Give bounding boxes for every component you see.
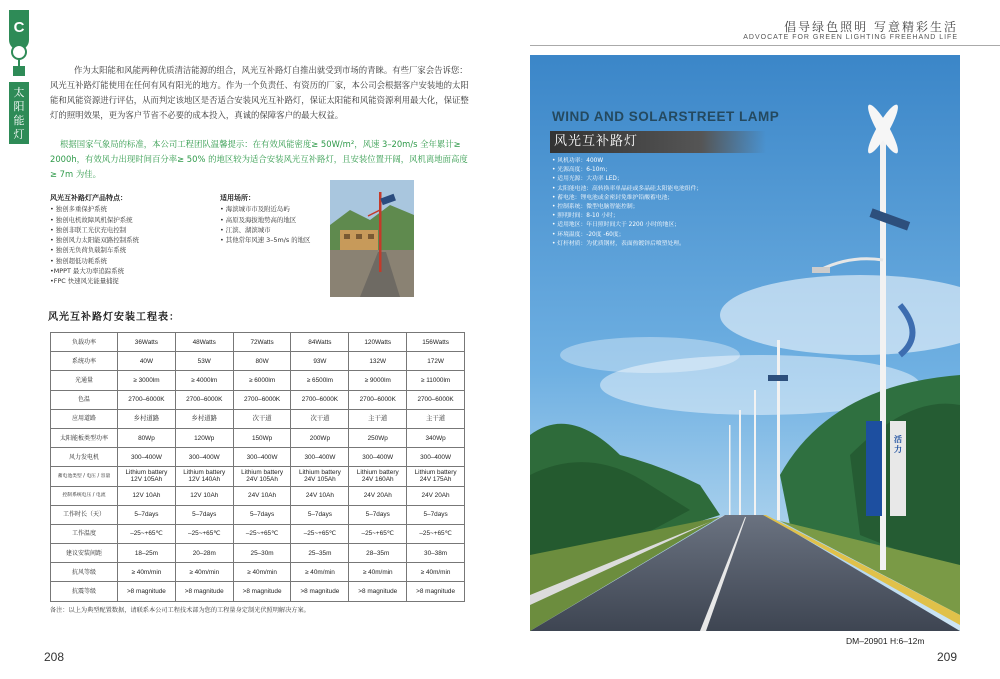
hero-spec-item: • 照明时间：8-10 小时；	[552, 212, 772, 221]
hero-spec-item: • 太阳能电池：高转换率单晶硅或多晶硅太阳能电池组件；	[552, 185, 772, 194]
table-cell: >8 magnitude	[349, 582, 407, 601]
header-slogan-en: ADVOCATE FOR GREEN LIGHTING FREEHAND LIFE	[743, 34, 958, 41]
table-row	[51, 544, 465, 563]
sites-title: 适用场所：	[220, 194, 255, 202]
table-cell: >8 magnitude	[175, 582, 233, 601]
row-label: 光通量	[51, 371, 118, 390]
table-cell: 48Watts	[175, 333, 233, 352]
row-label: 控制系统电压 / 电流	[51, 486, 118, 505]
table-cell: Lithium battery 24V 160Ah	[349, 467, 407, 486]
intro-paragraph: 作为太阳能和风能两种优质清洁能源的组合，风光互补路灯自推出就受到市场的青睐。有些厂家会告诉您：风光互补路灯能使用在任何有风有阳光的地方。作为一个负责任、有资历的厂家，本公司会根据客户安装地的太阳能和风能资源进行评估，从而判定该地区是否适合安装风光互补路灯，保证太阳能和风能资源利用最大化，保证整灯的照明效果，更为客户节省不必要的成本投入，真诚的保障客户的最大权益。	[50, 65, 469, 120]
table-row	[51, 563, 465, 582]
row-label: 系统功率	[51, 352, 118, 371]
table-cell: ≥ 40m/min	[118, 563, 176, 582]
table-cell: 主干道	[349, 409, 407, 428]
table-cell: 40W	[118, 352, 176, 371]
page-number-left: 208	[44, 650, 65, 664]
table-cell: ≥ 4000lm	[175, 371, 233, 390]
hero-spec-item: • 蓄电池：锂电池或金密封免维护铅酸蓄电池；	[552, 194, 772, 203]
table-cell: 84Watts	[291, 333, 349, 352]
table-cell: 次干道	[233, 409, 291, 428]
table-cell: 53W	[175, 352, 233, 371]
table-row	[51, 409, 465, 428]
table-cell: 2700–6000K	[175, 390, 233, 409]
hero-spec-item: • 灯杆材质：为优质钢材，表面热镀锌后喷塑处理。	[552, 240, 772, 249]
table-cell: 28–35m	[349, 544, 407, 563]
table-cell: –25~+65℃	[349, 524, 407, 543]
table-cell: 30–38m	[407, 544, 465, 563]
table-cell: Lithium battery 12V 140Ah	[175, 467, 233, 486]
table-row	[51, 448, 465, 467]
table-cell: 36Watts	[118, 333, 176, 352]
features-list	[50, 193, 210, 287]
table-cell: –25~+65℃	[175, 524, 233, 543]
table-cell: 25–35m	[291, 544, 349, 563]
table-row	[51, 467, 465, 486]
table-cell: ≥ 6500lm	[291, 371, 349, 390]
table-cell: 乡村道路	[175, 409, 233, 428]
feature-item: • 独创多重保护系统	[50, 205, 107, 214]
table-cell: –25~+65℃	[407, 524, 465, 543]
table-cell: –25~+65℃	[233, 524, 291, 543]
table-cell: >8 magnitude	[291, 582, 349, 601]
installation-photo	[330, 180, 414, 297]
table-row	[51, 524, 465, 543]
table-cell: 2700–6000K	[349, 390, 407, 409]
table-cell: ≥ 3000lm	[118, 371, 176, 390]
section-vertical-label: 太阳能灯	[9, 82, 29, 144]
table-row	[51, 505, 465, 524]
table-cell: Lithium battery 12V 105Ah	[118, 467, 176, 486]
features-title: 风光互补路灯产品特点：	[50, 194, 127, 202]
table-cell: 24V 20Ah	[407, 486, 465, 505]
table-cell: >8 magnitude	[407, 582, 465, 601]
table-cell: 20–28m	[175, 544, 233, 563]
row-label: 抗震等级	[51, 582, 118, 601]
table-cell: 300–400W	[118, 448, 176, 467]
row-label: 风力发电机	[51, 448, 118, 467]
table-cell: 主干道	[407, 409, 465, 428]
table-cell: 132W	[349, 352, 407, 371]
table-title: 风光互补路灯安装工程表：	[48, 312, 180, 323]
feature-item: •MPPT 最大功率追踪系统	[50, 267, 125, 276]
row-label: 工作温度	[51, 524, 118, 543]
row-label: 建议安装间距	[51, 544, 118, 563]
table-cell: 24V 20Ah	[349, 486, 407, 505]
table-cell: 12V 10Ah	[175, 486, 233, 505]
table-cell: 250Wp	[349, 428, 407, 447]
table-cell: 2700–6000K	[407, 390, 465, 409]
table-cell: ≥ 11000lm	[407, 371, 465, 390]
row-label: 应用道路	[51, 409, 118, 428]
hero-spec-item: • 适用地区：年日照时间大于 2200 小时的地区；	[552, 221, 772, 230]
table-cell: 2700–6000K	[118, 390, 176, 409]
table-cell: 2700–6000K	[233, 390, 291, 409]
table-cell: >8 magnitude	[233, 582, 291, 601]
page-number-right: 209	[937, 650, 958, 664]
table-cell: 200Wp	[291, 428, 349, 447]
table-cell: 300–400W	[407, 448, 465, 467]
table-cell: Lithium battery 24V 175Ah	[407, 467, 465, 486]
table-cell: 300–400W	[175, 448, 233, 467]
table-cell: 25–30m	[233, 544, 291, 563]
hero-image	[530, 55, 960, 631]
feature-item: • 独创非联工光伏充电控制	[50, 225, 127, 234]
table-cell: ≥ 40m/min	[175, 563, 233, 582]
table-cell: ≥ 40m/min	[407, 563, 465, 582]
table-cell: 120Watts	[349, 333, 407, 352]
table-cell: Lithium battery 24V 105Ah	[233, 467, 291, 486]
table-cell: 5–7days	[118, 505, 176, 524]
table-cell: 80W	[233, 352, 291, 371]
sites-list	[220, 193, 340, 245]
row-label: 色温	[51, 390, 118, 409]
table-row	[51, 371, 465, 390]
table-cell: >8 magnitude	[118, 582, 176, 601]
table-cell: 93W	[291, 352, 349, 371]
table-cell: 5–7days	[407, 505, 465, 524]
feature-item: • 独创电机故障风机保护系统	[50, 215, 133, 224]
table-cell: 120Wp	[175, 428, 233, 447]
tab-marker-icon	[13, 66, 25, 76]
feature-item: • 独创风力太阳能双路控制系统	[50, 236, 139, 245]
table-row	[51, 486, 465, 505]
site-item: • 海滨城市市及附近岛屿	[220, 205, 290, 214]
table-cell: 5–7days	[291, 505, 349, 524]
table-footnote: 备注：以上为典型配置数据，请联系本公司工程技术部为您的工程量身定制光伏照明解决方案。	[50, 607, 310, 614]
table-cell: ≥ 6000lm	[233, 371, 291, 390]
row-label: 工作时长（天）	[51, 505, 118, 524]
feature-item: • 独创超低功耗系统	[50, 256, 107, 265]
header-slogan-cn: 倡导绿色照明 写意精彩生活	[784, 20, 958, 34]
table-cell: ≥ 40m/min	[233, 563, 291, 582]
table-cell: 156Watts	[407, 333, 465, 352]
table-row	[51, 352, 465, 371]
row-label: 抗风等级	[51, 563, 118, 582]
table-cell: 300–400W	[233, 448, 291, 467]
wind-standard-note: 根据国家气象局的标准，本公司工程团队温馨提示：在有效风能密度≥ 50W/m²，风速 3–20m/s 全年累计≥ 2000h，有效风力出现时间百分率≥ 50% 的地区较为适合安装风光互补路灯，且安装位置开阔，风机离地面高度≥ 7m 为佳。	[50, 139, 468, 179]
table-cell: 5–7days	[349, 505, 407, 524]
table-row	[51, 333, 465, 352]
header-divider	[530, 45, 1000, 46]
site-item: • 其他常年风速 3–5m/s 的地区	[220, 236, 311, 245]
table-cell: 24V 10Ah	[291, 486, 349, 505]
table-cell: 乡村道路	[118, 409, 176, 428]
site-item: • 江滨、湖滨城市	[220, 225, 271, 234]
site-item: • 高原及海拔地势高的地区	[220, 215, 297, 224]
table-row	[51, 582, 465, 601]
table-cell: 340Wp	[407, 428, 465, 447]
hero-title-en: WIND AND SOLARSTREET LAMP	[552, 109, 780, 124]
table-cell: –25~+65℃	[118, 524, 176, 543]
table-cell: 18–25m	[118, 544, 176, 563]
banner-sign: 活力	[894, 435, 902, 454]
table-cell: 300–400W	[291, 448, 349, 467]
table-cell: 12V 10Ah	[118, 486, 176, 505]
section-tab: C	[9, 10, 29, 50]
hero-spec-item: • 适用光源：大功率 LED；	[552, 175, 772, 184]
row-label: 负载功率	[51, 333, 118, 352]
hero-title-cn: 风光互补路灯	[550, 131, 766, 153]
table-cell: 172W	[407, 352, 465, 371]
table-cell: Lithium battery 24V 105Ah	[291, 467, 349, 486]
table-row	[51, 428, 465, 447]
table-cell: 72Watts	[233, 333, 291, 352]
feature-item: •FPC 快速风光能量捕捉	[50, 277, 119, 286]
table-cell: ≥ 9000lm	[349, 371, 407, 390]
row-label: 蓄电池类型 / 电压 / 容量	[51, 467, 118, 486]
spec-table	[50, 332, 465, 602]
table-cell: 5–7days	[233, 505, 291, 524]
hero-spec-item: • 风机功率：400W	[552, 157, 772, 166]
table-cell: 5–7days	[175, 505, 233, 524]
table-cell: 80Wp	[118, 428, 176, 447]
table-cell: 2700–6000K	[291, 390, 349, 409]
table-cell: ≥ 40m/min	[349, 563, 407, 582]
table-cell: 300–400W	[349, 448, 407, 467]
hero-spec-item: • 环境温度：-20度 -60度；	[552, 231, 772, 240]
table-cell: –25~+65℃	[291, 524, 349, 543]
table-cell: 24V 10Ah	[233, 486, 291, 505]
hero-spec-list	[552, 157, 772, 249]
table-cell: 次干道	[291, 409, 349, 428]
table-cell: ≥ 40m/min	[291, 563, 349, 582]
table-cell: 150Wp	[233, 428, 291, 447]
hero-spec-item: • 控制系统：微型电脑智能控制；	[552, 203, 772, 212]
hero-spec-item: • 光源高度：6-10m；	[552, 166, 772, 175]
row-label: 太阳能板类型功率	[51, 428, 118, 447]
feature-item: • 独创无负荷负载制车系统	[50, 246, 127, 255]
model-caption: DM–20901 H:6–12m	[846, 636, 925, 646]
table-row	[51, 390, 465, 409]
